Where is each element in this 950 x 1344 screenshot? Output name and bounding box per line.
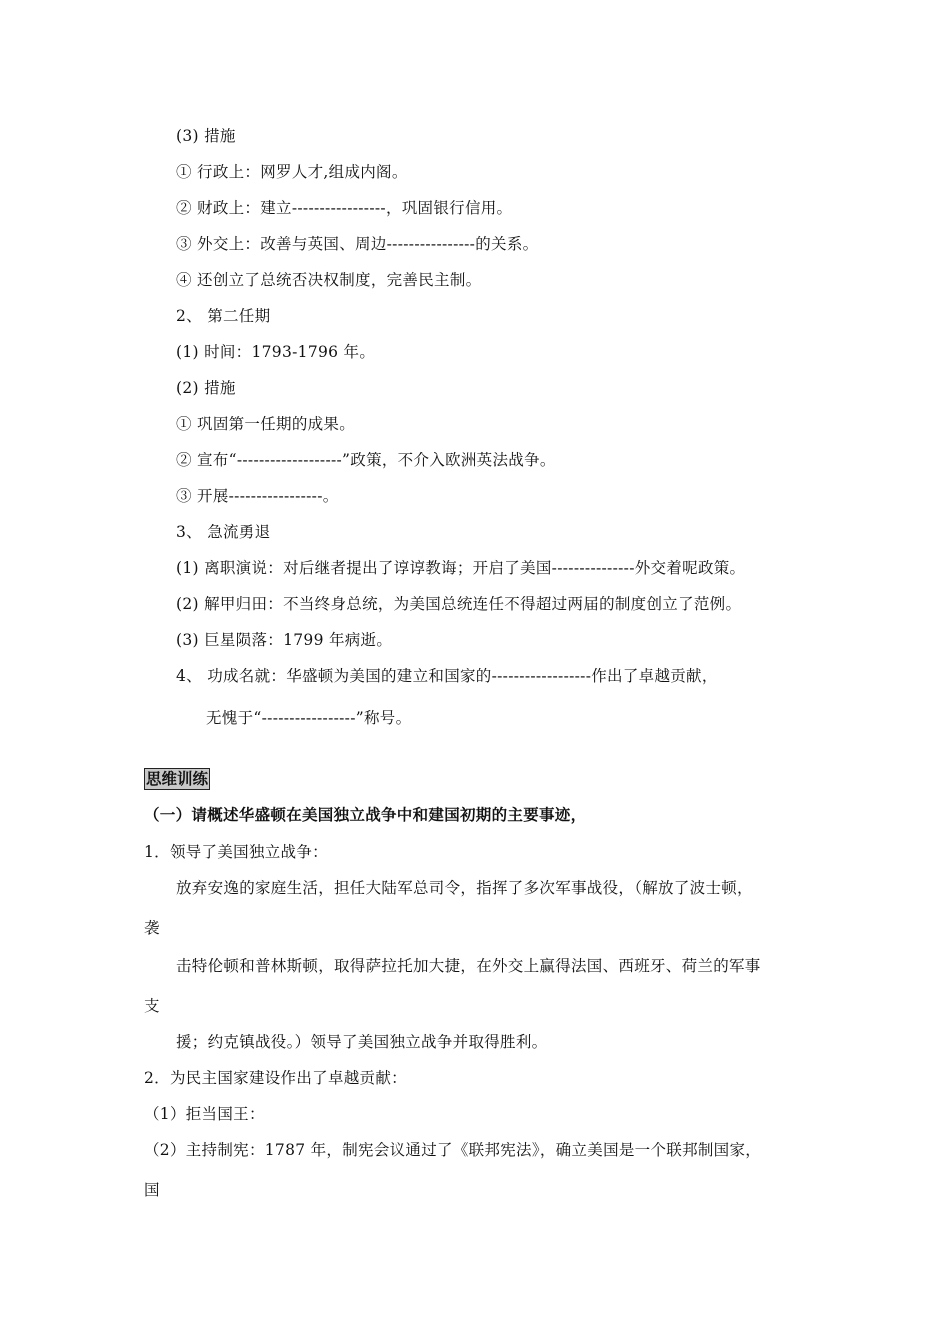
section-heading: 3、 急流勇退 bbox=[176, 523, 271, 541]
section-heading: 4、 功成名就：华盛顿为美国的建立和国家的------------------作出了卓越贡献， bbox=[176, 667, 718, 685]
paragraph-line: 国 bbox=[144, 1181, 160, 1199]
paragraph-line: 袭 bbox=[144, 919, 160, 937]
paragraph-line: 击特伦顿和普林斯顿，取得萨拉托加大捷，在外交上赢得法国、西班牙、荷兰的军事 bbox=[176, 957, 761, 975]
list-item: ③ 外交上：改善与英国、周边----------------的关系。 bbox=[176, 235, 539, 253]
measures-heading: (3) 措施 bbox=[176, 127, 236, 145]
question-heading: （一）请概述华盛顿在美国独立战争中和建国初期的主要事迹， bbox=[144, 806, 587, 824]
list-item: (3) 巨星陨落：1799 年病逝。 bbox=[176, 631, 393, 649]
list-item: 2．为民主国家建设作出了卓越贡献： bbox=[144, 1069, 407, 1087]
list-item: ② 宣布“-------------------”政策，不介入欧洲英法战争。 bbox=[176, 451, 556, 469]
list-item: （2）主持制宪：1787 年，制宪会议通过了《联邦宪法》，确立美国是一个联邦制国家， bbox=[144, 1141, 762, 1159]
paragraph-line: 无愧于“-----------------”称号。 bbox=[206, 709, 412, 727]
list-item: ① 行政上：网罗人才,组成内阁。 bbox=[176, 163, 408, 181]
list-item: (1) 时间：1793-1796 年。 bbox=[176, 343, 376, 361]
section-heading: 2、 第二任期 bbox=[176, 307, 271, 325]
list-item: 1．领导了美国独立战争： bbox=[144, 843, 328, 861]
paragraph-line: 支 bbox=[144, 997, 160, 1015]
paragraph-line: 援；约克镇战役。）领导了美国独立战争并取得胜利。 bbox=[176, 1033, 548, 1051]
paragraph-line: 放弃安逸的家庭生活，担任大陆军总司令，指挥了多次军事战役，（解放了波士顿， bbox=[176, 879, 753, 897]
list-item: ② 财政上：建立-----------------，巩固银行信用。 bbox=[176, 199, 513, 217]
measures-heading: (2) 措施 bbox=[176, 379, 236, 397]
list-item: ① 巩固第一任期的成果。 bbox=[176, 415, 356, 433]
list-item: ③ 开展-----------------。 bbox=[176, 487, 339, 505]
list-item: （1）拒当国王： bbox=[144, 1105, 265, 1123]
training-heading: 思维训练 bbox=[146, 770, 209, 788]
list-item: (2) 解甲归田：不当终身总统，为美国总统连任不得超过两届的制度创立了范例。 bbox=[176, 595, 742, 613]
list-item: ④ 还创立了总统否决权制度，完善民主制。 bbox=[176, 271, 482, 289]
list-item: (1) 离职演说：对后继者提出了谆谆教诲；开启了美国---------------外交着呢政策。 bbox=[176, 559, 746, 577]
